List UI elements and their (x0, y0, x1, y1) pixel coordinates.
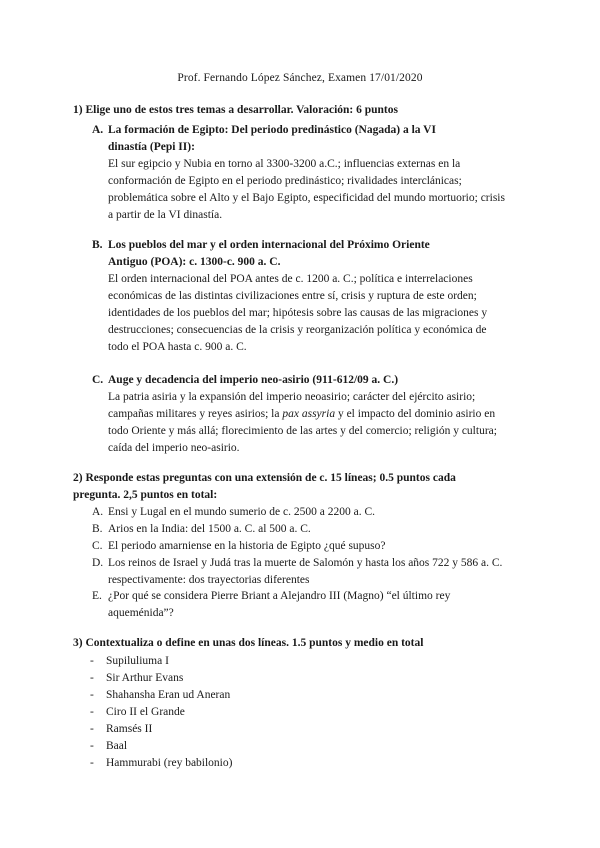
list-dash: - (90, 740, 94, 752)
item-text: Hammurabi (rey babilonio) (106, 757, 233, 769)
heading-line: pregunta. 2,5 puntos en total: (73, 489, 218, 501)
section3-item (90, 723, 152, 735)
option-body-line: destrucciones; consecuencias de la crisis y reorganización política y económica de (108, 324, 487, 336)
option-letter: A. (92, 124, 104, 136)
option-letter: B. (92, 239, 103, 251)
item-letter: E. (92, 590, 102, 602)
option-body-line: económicas de las distintas civilizaciones entre sí, crisis y ruptura de este orden; (108, 290, 477, 302)
option-body-line: a partir de la VI dinastía. (108, 209, 223, 221)
item-text: Los reinos de Israel y Judá tras la muerte de Salomón y hasta los años 722 y 586 a. C. (108, 557, 503, 569)
pax-assyria-term: pax assyria (282, 408, 336, 420)
section2-item-a (92, 504, 532, 521)
section2-item-e (92, 588, 532, 621)
section1-option-a (92, 122, 512, 224)
option-body-line: todo el POA hasta c. 900 a. C. (108, 341, 247, 353)
heading-line: 2) Responde estas preguntas con una extensión de c. 15 líneas; 0.5 puntos cada (73, 472, 456, 484)
option-title-line: Auge y decadencia del imperio neo-asirio (911-612/09 a. C.) (108, 374, 399, 386)
item-text: respectivamente: dos trayectorias diferentes (108, 573, 310, 586)
option-body-line: conformación de Egipto en el periodo predinástico; rivalidades interclánicas; (108, 175, 462, 187)
section3-heading: 3) Contextualiza o define en unas dos líneas. 1.5 puntos y medio en total (73, 637, 424, 649)
option-body-line: todo Oriente y más allá; florecimiento de las artes y del comercio; religión y cultura; (108, 425, 497, 437)
option-letter: C. (92, 374, 104, 386)
item-letter: C. (92, 540, 103, 552)
item-text: Baal (106, 740, 128, 752)
exam-header: Prof. Fernando López Sánchez, Examen 17/01/2020 (177, 72, 423, 84)
section2-item-c (92, 538, 532, 555)
item-text: Ensi y Lugal en el mundo sumerio de c. 2500 a 2200 a. C. (108, 506, 376, 518)
option-title-line: Los pueblos del mar y el orden internacional del Próximo Oriente (108, 239, 430, 251)
item-text: Ramsés II (106, 723, 153, 735)
section1-option-c (92, 372, 512, 457)
option-body-line: La patria asiria y la expansión del imperio neoasirio; carácter del ejército asirio; (108, 391, 476, 403)
item-text: Shahansha Eran ud Aneran (106, 689, 231, 701)
item-text: Ciro II el Grande (106, 706, 185, 718)
body-text: y el impacto del dominio asirio en (337, 408, 496, 420)
item-text: El periodo amarniense en la historia de Egipto ¿qué supuso? (108, 540, 386, 552)
section3-item (90, 689, 230, 701)
list-dash: - (90, 689, 94, 701)
item-text: Sir Arthur Evans (106, 672, 184, 684)
item-letter: B. (92, 523, 103, 535)
section2-heading (73, 470, 533, 504)
list-dash: - (90, 672, 94, 684)
item-letter: D. (92, 557, 104, 569)
section3-item (90, 757, 232, 769)
item-text: aqueménida”? (108, 606, 174, 619)
list-dash: - (90, 757, 94, 769)
section3-item (90, 672, 183, 684)
option-title-line: La formación de Egipto: Del periodo predinástico (Nagada) a la VI (108, 124, 436, 136)
section3-item (90, 740, 127, 752)
option-body-line: El sur egipcio y Nubia en torno al 3300-3200 a.C.; influencias externas en la (108, 158, 461, 170)
section3-item (90, 655, 169, 667)
section1-option-b (92, 237, 512, 356)
option-title-line: Antiguo (POA): c. 1300-c. 900 a. C. (108, 256, 281, 268)
item-text: Arios en la India: del 1500 a. C. al 500 a. C. (108, 523, 311, 535)
list-dash: - (90, 723, 94, 735)
option-body-line (108, 406, 512, 423)
list-dash: - (90, 655, 94, 667)
option-title-line: dinastía (Pepi II): (108, 141, 195, 153)
section2-item-b (92, 521, 532, 538)
section3-item (90, 706, 185, 718)
option-body-line: El orden internacional del POA antes de c. 1200 a. C.; política e interrelaciones (108, 273, 473, 285)
option-body-line: caída del imperio neo-asirio. (108, 442, 240, 454)
item-text: Supiluliuma I (106, 655, 169, 667)
section2-item-d (92, 555, 532, 588)
list-dash: - (90, 706, 94, 718)
body-text: campañas militares y reyes asirios; la (108, 408, 280, 420)
item-letter: A. (92, 506, 104, 518)
option-body-line: identidades de los pueblos del mar; hipótesis sobre las causas de las migraciones y (108, 307, 488, 319)
section1-heading: 1) Elige uno de estos tres temas a desarrollar. Valoración: 6 puntos (73, 104, 398, 116)
option-body-line: problemática sobre el Alto y el Bajo Egipto, especificidad del mundo mortuorio; crisis (108, 192, 505, 204)
item-text: ¿Por qué se considera Pierre Briant a Alejandro III (Magno) “el último rey (108, 590, 451, 602)
